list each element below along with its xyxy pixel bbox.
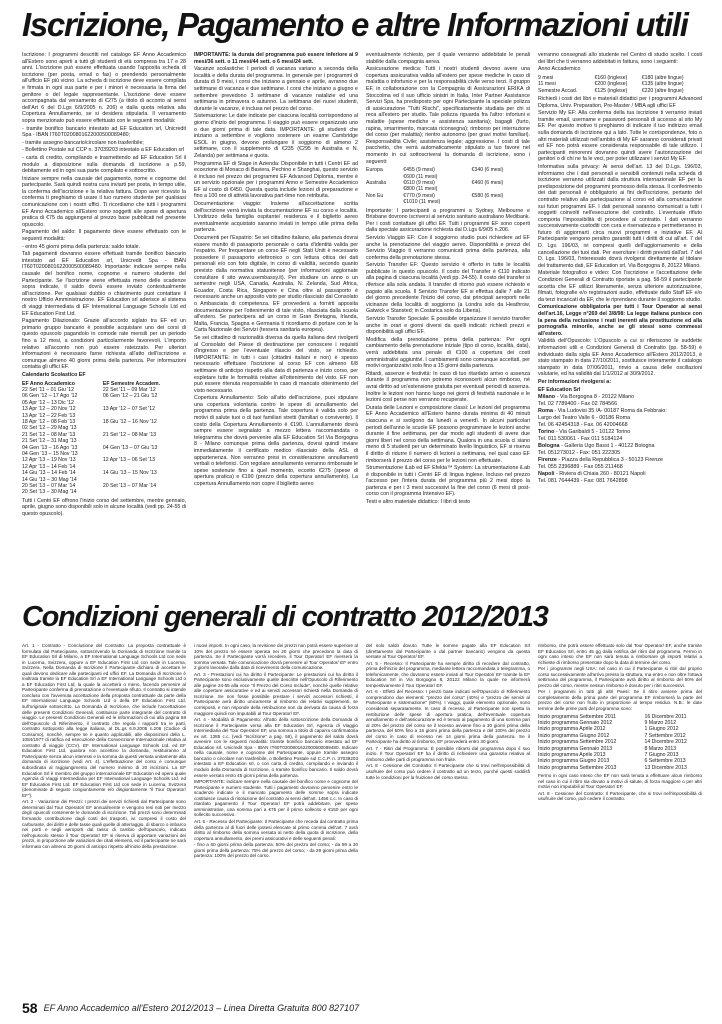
- paragraph: Art. 4 - Modalità di Pagamento: All'atto della sottoscrizione della Domanda di Iscrizione il Partecipante versa alla EF Education Srl, Agenzia di Viaggio Intermediaria del Tour Operator/ EF, una somma a titolo di caparra confirmatoria ex art. 1385 c.c. (vedi "Iscrizione" a pag. 58), il pagamento del saldo dovrà avvenire con le seguenti modalità: tramite bonifico bancario intestato ad EF Education srl, Unicredit Spa - IBAN IT60T0200801622000500089480. Indicare nella causale, nome e cognome del Partecipante, oppure tramite assegno bancario o circolare non trasferibile, o Bollettino Postale sul C.C.P. n. 37039203 intestato a EF Education srl, o con carta di credito, compilando e inviando il modulo della Domanda di Iscrizione, o tramite bonifico bancario. Il saldo dovrà essere versato entro 45 giorni prima della partenza.: [194, 717, 358, 778]
- table-cell: 13 Dicembre 2013: [644, 764, 687, 771]
- contract-column-2: [194, 643, 358, 979]
- paragraph: - carta di credito, compilando e trasmettendo ad EF Education Srl il modulo a disposizione sulla domanda di iscrizione a p.59, debitamente ed in ogni sua parte compilato e sottoscritto.: [22, 154, 186, 175]
- paragraph: Art. 1 - Contratto - Conclusione del Contratto: La proposta contrattuale è formulata dal Partecipante, sottoscrivendo la Domanda di Iscrizione tramite la EF Education Srl di Milano, a EF International Language Schools Ltd con sede in Lucerna, Svizzera, oppure a EF Education First Ltd con sede in Lucerna, Svizzera. Nella Domanda di Iscrizione il Partecipante dichiara di accettare le quali devono dedicare alle partecipanti ed uffici EF. La Domanda di Iscrizione è inoltrata tramite la EF Education Srl a EF International Language Schools Ltd o a EF Education First Ltd, la quale la accetterà o meno, facendo pervenire al Partecipante conferma di prenotazione o l'eventuale rifiuto. Il contratto si intende concluso con l'avvenuta accettazione della proposta contrattuale da parte della EF International Language Schools Ltd o della EF Education First Ltd, sull'originale sottoscritto. La Domanda di Iscrizione, che include l'accettazione delle presenti Condizioni Generali, costituisce parte integrante del contratto di viaggio. Le presenti Condizioni Generali ed le informazioni di cui alla pagina 58 dell'Opuscolo di Riferimento, il contratto che regola i rapporti tra le parti, contratto sottoposto alla legge italiana, al DL.gs 6.9.2005 n.206 (Codice di Consumo), nonché, sempre se e quanto applicabili, alle disposizioni della L. 1084/1977 di ratifica ed esecuzione della Convenzione Internazionale relativa al contratto di viaggio (CCV). EF International Language Schools Ltd. ed EF Education First Ltd, qualora non accettino la domanda, restituiranno al Partecipante senza alcun interessi e la somma da questi versata unitamente alla domanda di iscrizione (vedi Art. 4). L'effettuazione del corso è comunque subordinata al raggiungimento del numero minimo di 20 iscrizioni. La EF Education Srl è membro del gruppo internazionale EF Education ed opera quale Agenzia di Viaggi Intermediaria per EF International Language Schools Ltd. ed EF Education First Ltd. EF Education First Ltd con sede in Lucerna, Svizzera (denominate di seguito congiuntamente e/o disgiuntamente "il Tour Operator/ EF").: [22, 643, 186, 798]
- table-cell: 21 Set '12 – 08 Mar '13: [22, 431, 76, 438]
- paragraph: - Bollettino Postale sul CCP n. 37039203 intestato a EF Education srl: [22, 147, 185, 154]
- table-cell: 06 Gen '12 – 21 Giu '12: [102, 393, 158, 400]
- table-cell: 14 Giu '13 – 30 Mag '14: [22, 476, 77, 483]
- paragraph: Pagamento del saldo: Il pagamento deve essere effettuato con le seguenti modalità:: [22, 229, 186, 243]
- table-cell: €460 (6 mesi): [471, 179, 504, 186]
- table-cell: 21 Set '12 – 31 Mag '13: [22, 438, 77, 445]
- office-city: Firenze: [538, 457, 557, 464]
- table-cell: 7 Settembre 2012: [644, 732, 686, 739]
- office-address: - Via Ludovisi 35 /A- 00187 Roma da Febbraio:: [554, 408, 667, 415]
- page-footer: [22, 1000, 702, 1016]
- info-column-2: [194, 52, 358, 597]
- office-city: Roma: [538, 408, 553, 415]
- office-line: [538, 478, 702, 485]
- office-line: [538, 394, 702, 401]
- info-column-1: [22, 52, 186, 597]
- paragraph: Iniziare sempre nella causale del pagamento, nome e cognome del partecipante. Sarà quindi nostra cura inviarti per posta, in tempo utile, la conferma dell'iscrizione e la relativa fattura. Dopo aver ricevuto la conferma ti preghiamo di usare il tuo numero studente per qualsiasi comunicazione con i nostri uffici. Ti ricordiamo che tutti i programmi EF Anno Accademico all'Estero sono soggetti alle spese di apertura pratica di €75 da aggiungersi al prezzo base pubblicati nel presente opuscolo.: [22, 175, 186, 228]
- paragraph: Per i programmi negli USA: nel caso in cui il Partecipante si ritiri dal proprio corso successivamente all'arrivo presso la struttura, ma entro e non oltre l'ottava settimana del programma, il Partecipante avrà diritto al rimborso del 50% del prezzo del corso, mentre nessun rimborso è dovuto per i ritiri successivi.: [538, 666, 702, 688]
- table-cell: [103, 489, 186, 495]
- table-cell: 06 Gen '12 – 17 Ago '12: [22, 393, 78, 400]
- paragraph: Documenti per l'Espatrio: Se sei cittadino italiano, alla partenza dovrai essere munito di passaporto personale o carta d'identità valida per l'espatrio. Per frequentare un corso EF negli Stati Uniti è necessario possedere il passaporto elettronico o con lettura ottica dei dati personali e/o con foto digitale, in corso di validità, secondo quanto previsto dalla normativa statunitense (per informazioni aggiornate consultare il sito www.usembassy.it). Per studiare un anno o un semestre negli USA, Canada, Australia, N. Zelanda, Sud Africa, Ecuador, Costa Rica, Singapore e Cina oltre al passaporto è necessario anche un apposito visto per studio rilasciato dal Consolato o Ambasciata di competenza. EF provvederà a fornirti apposita documentazione per l'ottenimento di tale visto, rilasciata dalla scuola all'estero. Se partecipera ad un corso in Gran Bretagna, Irlanda, Malta, Francia, Spagna e Germania ti ricordiamo di portare con te la Carta Nazionale dei Servizi (tessera sanitaria europea).: [194, 235, 358, 334]
- paragraph: verranno consegnati allo studente nel Centro di studio scelto. I costi dei libri che ti verranno addebitati in fattura, sono i seguenti:: [538, 52, 702, 65]
- office-line: [538, 457, 702, 464]
- paragraph: - tramite assegno bancario/circolare non trasferibile;: [22, 139, 144, 146]
- table-cell: 14 Dicembre 2012: [644, 739, 687, 746]
- paragraph: Art. 2 - Variazione dei Prezzi: I prezzi dei servizi richiesti dal Partecipante sono determinati dal Tour Operator/ EF annualmente e vengono resi noti per mezzo degli opuscoli contenente le domande di iscrizione. Tali prezzi sono determinati formando contribuzione dagli costi dei trasporti, ivi compresi il costo del carburante, dei diritti e delle tasse quali quelle di atterraggio, di sbarco o imbarco nei porti e negli aeroporti dal tasso di cambio dell'opuscolo, indicata nell'opuscolo stesso il Tour Operator/ EF si riserva di apportare variazioni dei prezzi, in proporzione alle variazioni dei citati elementi, ed il partecipante ne sarà informato con almeno 20 giorni di anticipo rispetto all'inizio della prestazione.: [22, 799, 186, 849]
- office-line: [538, 450, 702, 457]
- table-cell: €580 (6 mesi): [471, 192, 504, 199]
- insurance-row: [366, 199, 530, 205]
- table-cell: 12 Apr '13 – 14 Feb '14: [22, 463, 76, 470]
- table-cell: Inizio programma Gennaio 2013: [538, 745, 613, 752]
- table-cell: 9 Marzo 2012: [644, 719, 677, 726]
- office-line: [538, 415, 702, 422]
- paragraph: Servizio My EF: Alla conferma della tua iscrizione ti verranno inviati tramite email, username e password personali di accesso al sito My EF. Per questo motivo ti preghiamo di indicare il tuo indirizzo email sulla domanda di iscrizione qui a lato. Tutte le corrispondenze, foto o altri materiali utilizzati nell'ambito di My EF saranno considerati privati ed EF non potrà essere considerata responsabile di tale utilizzo. I partecipanti minorenni dovranno quindi avere l'autorizzazione dei genitori o di chi ne fa le veci, per poter utilizzare i servizi My EF.: [538, 110, 702, 163]
- table-cell: €180 (altre lingue): [641, 74, 684, 81]
- paragraph: Servizio Transfer EF: Questo servizio è offerto in tutte le località pubblicate in questo opuscolo. Il costo del Transfer è €110 indicato alla pagina di ciascuna località (vedi pp. 24-55). Il costo del transfer si riferisce alla sola andata. Il transfer di ritorno può essere richiesto e pagato alla scuola. Il Servizio Transfer EF si effettua dalle 7 alle 21 del giorno precedente l'inizio del corso, dai principali aeroporti nelle vicinanze della località di soggiorno (a Londra solo da Heathrow, Gatwick e Stansted; in Costarica solo da Liberia).: [366, 262, 530, 315]
- paragraph: eventualmente richiesto, per il quale verranno addebitate le penali stabilite dalla compagnia aerea.: [366, 52, 530, 65]
- table-cell: Inizio programma Aprile 2012: [538, 726, 606, 733]
- dates-row: [538, 765, 702, 771]
- table-cell: 20 Set '13 – 07 Mar '14: [102, 483, 157, 489]
- contract-columns: [22, 643, 702, 979]
- office-city: Napoli: [538, 471, 555, 478]
- page-number: 58: [22, 1000, 38, 1016]
- table-cell: €600 (11 mesi): [403, 173, 438, 180]
- paragraph: Testi e altro materiale didattico: I libri di testo: [366, 499, 471, 506]
- table-cell: 22 Set '11 – 01 Giu '12: [22, 386, 75, 393]
- table-cell: 18 Giu '12 – 16 Nov '12: [102, 418, 157, 425]
- table-cell: 12 Apr '13 – 06 Set '13: [102, 457, 156, 464]
- table-cell: Australia: [366, 179, 387, 186]
- paragraph: - tramite bonifico bancario intestato ad EF Education srl, Unicredit Spa - IBAN IT60T0200801622000500089480;: [22, 125, 186, 139]
- paragraph: Informativa sulla privacy: Ai sensi dell'art. 13 del D.Lgs. 196/03, informiamo che i dati personali e sensibili contenuti nella scheda di iscrizione verranno utilizzati dalla struttura internazionale EF per la predisposizione del programmi promosso della stessa. Il conferimento dei dati personali è obbligatorio ai fini dell'iscrizione, pertanto del contratto relativo alla partecipazione al corso ed alla comunicazione sui futuri programmi EF. I dati personali saranno comunicati a tutti i soggetti coinvolti nell'esecuzione del contratto. L'eventuale rifiuto comporta l'impossibilità di procedere al contratto. I dati verranno successivamente custoditi con cura e riservatezza e permetteranno in futuro di aggiornarti circa nuovi programmi e iniziative EF. Al Partecipante vengono peraltro garantiti tutti i diritti di cui all'art. 7 del D. Lgs. 196/03, ivi compresi quelli dell'aggiornamento e della cancellazione dei tuoi dati. Per esercitare i diritti previsti dall'art. 7 del D. Lgs. 196/03, l'interessato dovrà rivolgersi direttamente al titolare del trattamento dati, EF Education srl, Via Borgogna 8, 20122 Milano.: [538, 163, 702, 269]
- contact-heading: Per informazioni rivolgersi a:: [538, 378, 611, 385]
- office-line: [538, 443, 702, 450]
- table-cell: 16 Dicembre 2011: [644, 713, 687, 720]
- table-cell: [472, 199, 530, 205]
- office-address: - Piazza della Repubblica 3 - 50123 Firenze: [558, 457, 663, 464]
- paragraph: Anno Accademico: [538, 66, 581, 73]
- paragraph: Art. 5 - Recesso del Partecipante: Il Partecipante che receda dal contratto prima della partenza al di fuori delle ipotesi elencate al primo comma dell'art. 7 avrà diritto al rimborso della somma versata al netto della quota di iscrizione, della copertura annullamento, dei premi assicurativi e delle seguenti penali:: [194, 818, 358, 841]
- calendar-header-right: EF Semestre Accadem.: [102, 380, 161, 387]
- office-address: - Via Garibaldi 5 - 10122 Torino: [555, 429, 631, 436]
- books-table: [538, 75, 702, 94]
- paragraph: del solo saldo dovuto. Tutte le somme pagate alla EF Education Srl (direttamente dal Partecipante o dal partner bancario) vengono da questa versate al Tour Operator/ EF.: [366, 643, 530, 660]
- office-list: [538, 394, 702, 485]
- paragraph: - fino a 60 giorni prima della partenza: 50% del prezzo del corso; - da 59 a 30 giorni prima della partenza: 75% del prezzo del corso; - da 29 giorni prima della partenza: 100% del prezzo del corso.: [194, 842, 358, 859]
- contract-column-1: [22, 643, 186, 979]
- books-row: [538, 88, 702, 94]
- table-cell: 9 mesi: [538, 74, 554, 81]
- table-cell: €1010 (11 mesi): [403, 199, 441, 206]
- dates-table: [538, 714, 702, 772]
- paragraph: Materiale fotografico e video: Con l'iscrizione e l'accettazione delle Condizioni Generali di Contratto riportate a pag. 58-59 il partecipante accetta che EF utilizzi liberamente, senza ulteriore autorizzazione, filmati, fotografie e/o registrazioni audio, effettuate dallo Staff EF e/o da terzi incaricati da EF, che le riprendano durante il soggiorno studio.: [538, 270, 702, 303]
- paragraph: Sistemazione: Le date indicate per ciascuna località corrispondono al giorno d'inizio del programma. Il viaggio può essere organizzato uno o due giorni prima di tale data. IMPORTANTE: gli studenti che iniziano a settembre e vogliono sostenere un esame Cambridge ESOL in giugno, devono prolungare il soggiorno di almeno 2 settimane, con il supplemento di €235 (€295 in Australia e N. Zelanda) per settimana e quota.: [194, 113, 358, 159]
- office-address: - Riviera di Chiaia 260 - 80121 Napoli: [555, 471, 646, 478]
- calendar-table: [22, 381, 186, 496]
- table-cell: €200 (inglese): [594, 81, 628, 88]
- table-cell: €160 (inglese): [594, 74, 628, 81]
- calendar-row: [22, 489, 186, 495]
- table-cell: Inizio programma Giugno 2013: [538, 758, 610, 765]
- office-address: - Galleria Ugo Bassi 1 - 40122 Bologna: [561, 443, 655, 450]
- table-cell: 05 Apr '12 – 13 Dic '12: [22, 399, 74, 406]
- office-line: [538, 429, 702, 436]
- paragraph: Comunicazione obbligatoria per tutti i Tour Operator ai sensi dell'art.16, Legge n°269 del 3/8/98: La legge italiana punisce con la pena della reclusione i reati inerenti alla prostituzione ed alla pornografia minorile, anche se gli stessi sono commessi all'estero.: [538, 304, 702, 337]
- paragraph: IMPORTANTE: indicare sempre nella causale del bonifico nome e cognome del Partecipante e numero studente. Tutti i pagamenti dovranno pervenire entro le scadenze indicate e il mancato pagamento delle somme sopra indicate costituisce causa di risoluzione del contratto ai sensi dell'art. 1456 c.c. In caso di ritardato pagamento il Tour Operator/ EF potrà addebitare, per spese amministrative, una somma pari a €75 per il primo sollecito e €150 per ogni sollecito successivo.: [194, 779, 358, 818]
- table-cell: €770 (9 mesi): [403, 192, 435, 199]
- table-cell: Inizio programma Settembre 2013: [538, 764, 617, 771]
- paragraph: Validità dell'Opuscolo: L'Opuscolo a cui si riferiscono le suddette informazioni utili e Condizioni Generali di Contratto (pp. 58-59) è individuato dalla sigla EF Anno Accademico all'Estero 2012/2013, è stato stampato in data 27/10/2011, sostituisce interamente il catalogo stampato in data 07/06/2011, rinvio a causa delle oscillazioni valutarie, ed ha validità dal 1/1/2012 al 30/9/2012.: [538, 338, 702, 378]
- table-cell: 02 Set '12 – 29 Mag '13: [22, 425, 77, 432]
- office-line: [538, 408, 702, 415]
- table-cell: [366, 199, 403, 205]
- paragraph: Pagamento Dilazionato: Grazie all'accordo siglato tra EF ed un primario gruppo bancario è possibile acquistare uno dei corsi di questo opuscolo pagandolo in comode rate mensili per un periodo fino a 12 mesi, a condizioni particolarmente favorevoli. L'importo relativo all'acconto non può essere rateizzato. Per ulteriori informazioni è necessario farne richiesta all'atto dell'iscrizione e comunque almeno 40 giorni prima della partenza. Per informazioni contatta gli uffici EF.: [22, 318, 186, 371]
- paragraph: Per i programmi in tutti gli altri Paesi: Se il ritiro avviene prima del completamento della prima parte del programma EF rimborserà la parte del prezzo del corso non fruito in proporzione al tempo residuo. N.B.: le date termine delle prime parti del programma sono:: [538, 689, 702, 712]
- paragraph: Tutti i Centri EF offrono l'inizio corso del settembre, mentre gennaio, aprile, giugno sono disponibili solo in alcune località (vedi pp. 24-55 di questo opuscolo).: [22, 497, 186, 517]
- paragraph: Art. 8 - Cessione del Contratto: Il Partecipante, che si trovi nell'impossibilità di usufruire del corso, può cedere il contratto.: [538, 790, 702, 802]
- table-cell: Semestre Accad.: [538, 87, 578, 94]
- paragraph: Strumentazione iLab ed EF Efekta™ System: La strumentazione iLab è disponibile in tutti i Centri EF di lingua inglese. Incluso nel prezzo l'accesso per l'intera durata del programma più 2 mesi dopo la partenza e per i 3 mesi successivi la fine del corso (6 mesi di post-corso con il programma Intensivo EF).: [366, 465, 530, 498]
- paragraph: Servizio Transfer Speciale: È possibile organizzare il servizio transfer anche in orari e giorni diversi da quelli indicati: richiedi prezzi e disponibilità agli uffici EF.: [366, 316, 530, 336]
- table-cell: 13 Apr '12 – 07 Set '12: [102, 406, 156, 413]
- contract-column-4: [538, 643, 702, 979]
- table-cell: €800 (11 mesi): [403, 186, 438, 193]
- office-address: Tel. 011 530061 - Fax 011 5184124: [538, 436, 623, 443]
- office-address: Largo del Teatro Valle 6 - 00186 Roma: [538, 415, 631, 422]
- table-cell: 13 Apr '12 – 22 Feb '13: [22, 412, 76, 419]
- paragraph: Tali pagamenti dovranno essere effettuati tramite bonifico bancario intestato ad EF Education srl, Unicredit Spa - IBAN IT60T0200801622000500089480. Importante: indicare sempre nella causale del bonifico nome, cognome e numero studente del Partecipante. Se l'iscrizione viene effettuata meno delle scadenze sopra indicate, il saldo dovrà essere inviato contestualmente all'iscrizione. Per qualsiasi dubbio o chiarimento puoi contattare il nostro Ufficio Amministrazione. EF Education srl aderisce al sistema di viaggi intermediata di EF International Language Schools Ltd ed EF Education First Ltd.: [22, 251, 186, 317]
- page-title: Iscrizione, Pagamento e altre Informazioni utili: [22, 8, 688, 43]
- table-cell: €455 (9 mesi): [403, 167, 435, 174]
- paragraph: Vacanze scolastiche: I periodi di vacanza variano a seconda della località e della durata del programma. In generale per i programmi di durata di 9 mesi, i corsi che iniziano a gennaio e aprile, avranno due settimane di vacanza e due settimane. I corsi che iniziano a giugno e settembre prevedono 3 settimane di vacanze natalizie ed una settimana in primavera o autunno. La settimana dei nuovi studenti, durante le vacanze, è inclusa nel prezzo del corso.: [194, 66, 358, 112]
- paragraph: Iscrizione: I programmi descritti nel catalogo EF Anno Accademico all'Estero sono aperti a tutti gli studenti di età compresa tra 17 e 28 anni. L'iscrizione può essere effettuata usando l'apposita scheda di iscrizione (per posta, email o fax) o prendendo personalmente all'ufficio EF più vicino. La scheda di iscrizione deve essere compilata e firmata in ogni sua parte e per i minori è necessaria la firma del genitore o del legale rappresentante. L'iscrizione deve essere accompagnata dal versamento di €275 (a titolo di acconto ai sensi dell'Art 6 del D.Lgs 6/9/2005 n. 206) e dalla quota relativa alla Copertura Annullamento, se si desidera stipularla. Il versamento sopra menzionato può essere effettuato con le seguenti modalità:: [22, 52, 186, 124]
- paragraph: Art. 3 - Prestazioni cui ha diritto il Partecipante: Le prestazioni cui ha diritto il Partecipante sono esclusivamente quelle descritte nell'Opuscolo di Riferimento alle pagine 24-55 alla voce "Il Prezzo del Corso Include", nonché quelle relative alle coperture assicurative e ed ai servizi accessori richiesti nella Domanda di Iscrizione. Se non fosse possibile prestare i servizi accessori richiesti, il Partecipante avrà diritto unicamente al rimborso dei relativi supplementi, se corrisposti, e non risponde della retribuzione non da derivata da causa di forza maggiore quindi non imputabili al Tour Operator/ EF.: [194, 671, 358, 716]
- table-cell: 04 Gen '13 – 15 Nov '13: [22, 450, 78, 457]
- table-cell: 20 Set '13 – 30 Mag '14: [22, 489, 77, 496]
- paragraph: Servizio Viaggio EF: Con il soggiorno studio puoi richiedere ad EF anche la prenotazione del viaggio aereo. Disponibilità e prezzi del Servizio Viaggio ti verranno comunicati prima della partenza, alla conferma della prenotazione stessa.: [366, 234, 530, 261]
- paragraph: Art. 6 - Effetti del Recesso: I prezzi base indicati nell'Opuscolo di Riferimento comprendono due elementi: "prezzo del corso" (40%) e "prezzo dei servizi al Partecipante e sistemazione" (60%). I viaggi, quale elemento opzionale, sono considerati separatamente. In caso di recesso, al Partecipante non spetta la restituzione delle spese di apertura pratica, dell'eventuale copertura annullamento e dell'assicurazione ed è tenuto al pagamento di una somma pari al 20% del prezzo del corso se il recesso avviene fino a 30 giorni prima della partenza, del 50% fino a 15 giorni prima della partenza e del 100% del prezzo del corso in caso di recesso nei 14 giorni prima della partenza. Se il Partecipante ha diritto al rimborso, EF provvederà entro 30 giorni.: [366, 689, 530, 745]
- office-line: [538, 422, 702, 429]
- table-cell: 8 Marzo 2013: [644, 745, 677, 752]
- paragraph: Art. 7 - Ritiri dal Programma: È possibile ritirarsi dal programma dopo il suo inizio. Il Tour Operator/ EF ha il diritto di richiedere una garanzia relativa al rimborso delle parti di programma non fruite.: [366, 745, 530, 762]
- paragraph: Assicurazione medica: Tutti i nostri studenti devono avere una copertura assicurativa valida all'estero per spese mediche in caso di malattia o infortunio e per la responsabilità civile verso terzi. Il gruppo EF, in collaborazione con la Compagnia di Assicurazioni ERIKA di Stoccolma ed il suo ufficio sinistri in Italia, Inter Partner Assistance Servizi Spa, ha predisposto per ogni Partecipante la speciale polizza di assicurazione "Tutti Rischi", specificatamente studiata per chi si reca all'estero per studio. Tale polizza riguarda fra l'altro: infortuni e malattie (spese mediche e assistenza sanitaria); bagagli (furto, rapina, smarrimento, mancata riconsegna); rimborso per interruzione del corso (per malattia); rientro autonomo (per gravi motivi familiari). Responsabilità Civile; assistenza legale; aggressione. I costi di tale pacchetto, che verrà automaticamente stipulato a tuo favore nel momento in cui sottoscriverai la domanda di iscrizione, sono i seguenti:: [366, 66, 530, 165]
- table-cell: 04 Gen '13 – 16 Ago '13: [22, 444, 78, 451]
- table-cell: 1 Giugno 2012: [644, 726, 679, 733]
- office-address: Tel. 06 42454318 - Fax. 06 42004668: [538, 422, 628, 429]
- table-cell: 20 Set '13 – 07 Mar '14: [22, 483, 76, 489]
- office-city: Torino: [538, 429, 555, 436]
- table-cell: €610 (9 mesi): [403, 179, 435, 186]
- office-address: - Via Borgogna 8 - 20122 Milano: [556, 394, 635, 401]
- paragraph: Art. 5 - Recesso: Il Partecipante ha sempre diritto di recedere dal contratto, prima dell'inizio del programma, mediante lettera raccomandata o telegramma, o telefonicamente, che dovranno essere inviati al Tour Operator/ EF tramite la EF Education Srl in Via Borgogna 8, 20122 Milano la quale ne informerà tempestivamente il Tour Operator/ EF.: [366, 660, 530, 688]
- paragraph: Durata delle Lezioni e composizione classi: Le lezioni del programma EF Anno Accademico all'Estero hanno durata minima di 40 minuti ciascuna e si svolgono da lunedì a venerdì. In alcuni particolari periodi dell'anno le scuole EF possono programmare le lezioni anche durante il fine settimana, per dar modo agli studenti di avere due giorni liberi nel corso della settimana. Qualora in una scuola ci siano meno di 5 studenti per un determinato livello linguistico, EF si riserva il diritto di ridurre il numero di lezioni a settimana, nel qual caso EF rimborserà il prezzo del corso per le lezioni non effettuate.: [366, 404, 530, 464]
- table-cell: 13 Apr '12 – 20 Nov '12: [22, 406, 76, 413]
- insurance-table: [366, 167, 530, 205]
- table-cell: Europa: [366, 167, 383, 174]
- paragraph: Se sei cittadino di nazionalità diversa da quella italiana devi rivolgerti al Consolato del Paese di destinazione per conoscere i requisiti d'ingresso e per l'eventuale rilascio del visto, se richiesto. IMPORTANTE: in tutti i casi (cittadini italiani e non) è spesso necessario effettuare l'iscrizione al corso EF con almeno 6/8 settimane di anticipo rispetto alla data di partenza e inizio corso, per espletare tutte le formalità relative all'ottenimento del visto. EF non può essere ritenuta responsabile in caso di mancato ottenimento del visto necessario.: [194, 334, 358, 394]
- footer-text: EF Anno Accademico all'Estero 2012/2013 – Linea Diretta Gratuita 800 827107: [43, 1003, 360, 1013]
- paragraph: Importante: I partecipanti a programmi a Sydney, Melbourne e Brisbane dovrono iscriversi al servizio sanitario australiano Medibank. Per i costi contattare gli uffici EF. Tutti i programmi EF sono coperti dalla speciale assicurazione richiesta dal D.Lgs 6/9/05 n.206.: [366, 207, 530, 234]
- table-cell: €135 (altre lingue): [641, 81, 684, 88]
- info-columns: [22, 52, 702, 597]
- paragraph: Art. 8 - Cessione del Contratto: Il Partecipante che si trovi nell'impossibilità di usufruire del corso può cedere il contratto ad un terzo, purché questi soddisfi tutte le condizioni per la fruizione del corso stesso.: [366, 763, 530, 780]
- office-city: Milano: [538, 394, 556, 401]
- office-line: [538, 471, 702, 478]
- office-line: [538, 436, 702, 443]
- table-cell: 11 mesi: [538, 81, 556, 88]
- office-city: Bologna: [538, 443, 560, 450]
- table-cell: 12 Apr '13 – 19 Nov '13: [22, 457, 76, 464]
- paragraph: rimborso, che potrà essere effettuato solo dal Tour Operator/ EF, anche tramite EF Education Srl, entro 45 gg dalla notifica del ritiro dal programma. Fermo in ogni caso inteso che EF non sarà tenuta a rimborsare gli importi relativi a richieste di rimborso presentate dopo la data di termine del corso.: [538, 643, 702, 665]
- paragraph: Fermo in ogni caso inteso che EF non sarà tenuta a effettuare alcun rimborso nel caso in cui il ritiro sia dovuto a motivi di salute, di forza maggiore o per altri motivi non imputabili al Tour Operator/ EF.: [538, 773, 702, 790]
- paragraph: Richiedi i costi dei libri e materiali didattici per i programmi Advanced Diploma, Univ. Preparation, Pre-Master / MBA agli uffici EF: [538, 96, 702, 109]
- table-cell: Inizio programma Settembre 2012: [538, 739, 617, 746]
- table-cell: 21 Set '12 – 08 Mar '13: [102, 431, 157, 438]
- paragraph: - entro 45 giorni prima della partenza: saldo totale.: [22, 243, 141, 250]
- paragraph: Ritardi, assenze e festività: In caso di tuo ritardato arrivo o assenza durante il programma non potremo riconoscerti alcun rimborso, né avrai diritto ad un'estensione gratuita per eventuali periodi di assenza. Inoltre le lezioni non hanno luogo nei giorni di festività nazionale e le lezioni così perse non verranno recuperate.: [366, 370, 530, 404]
- contract-column-3: [366, 643, 530, 979]
- table-cell: 04 Gen '13 – 07 Giu '13: [102, 444, 158, 451]
- table-cell: 22 Set '11 – 09 Mar '12: [102, 386, 156, 393]
- table-cell: Inizio programma Aprile 2013: [538, 752, 606, 758]
- table-cell: Inizio programma Settembre 2011: [538, 713, 617, 720]
- table-cell: Non Eu: [366, 192, 384, 199]
- office-address: Tel. 051273012 - Fax: 051 222305: [538, 450, 621, 457]
- table-cell: €125 (inglese): [594, 87, 628, 94]
- table-cell: 14 Giu '13 – 14 Feb '14: [22, 470, 76, 477]
- table-cell: Inizio programma Giugno 2012: [538, 732, 610, 739]
- paragraph: Programma EF di Stage in Azienda: Disponibile in tutti i Centri EF ad eccezione di Monaco di Baviera, Pechino e Shanghai, questo servizio è incluso nel prezzo dei programmi EF Advanced Diploma, mentre è un servizio opzionale per i programmi Anno e Semestre Accademico EF al costo di €450. Questa quota include lezioni di preparazione e fino a 100 ore di attività lavorativa part-time non retribuita.: [194, 160, 358, 200]
- paragraph: Documentazione viaggio: Insieme all'accettazione scritta dell'iscrizione verrà inviata la documentazione EF su corso e località. L'indirizzo della famiglia ospitante/ residenza e il biglietto aereo eventualmente acquistato saranno inviati in tempo utile prima della partenza.: [194, 201, 358, 234]
- paragraph: Copertura Annullamento: Solo all'atto dell'iscrizione, puoi stipulare una copertura volontaria contro le spese di annullamento del programma prima della partenza. Tale copertura è valida solo per motivi di salute tuoi o di tuoi familiari stretti (familiari o convivente). Il costo della Copertura Annullamento è €190. L'annullamento dovrà sempre essere segnalato a mezzo lettera raccomandata o telegramma che dovrà pervenire alla EF Education Srl Via Borgogna 8 - Milano comunque prima della partenza, dovrai quindi inviare immediatamente il certificato medico rilasciato della ASL di appartenenza. Non verranno presi in considerazione annullamenti verbali o telefonici. Con regolare annullamento verranno rimborsate le spese sostenute fino a quel momento, eccetto €275 (spese di apertura pratica) e €190 (prezzo della copertura annullamento). La copertura Annullamento non copre il biglietto aereo: [194, 395, 358, 487]
- table-cell: €340 (6 mesi): [471, 167, 504, 174]
- table-cell: 14 Giu '13 – 15 Nov '13: [102, 470, 157, 477]
- table-cell: 7 Giugno 2013: [644, 752, 679, 758]
- paragraph: i nuovi importi. In ogni caso, la revisione dei prezzi non potrà essere superiore al 10% del prezzo né essere operata nei 20 giorni che precedono la data di partenza. Se il Partecipante vorrà recedere, il Tour Operator/ EF riverserà la somma versata. Tale comunicazione dovrà pervenire al Tour Operator/ EF entro 2 giorni lavorativi dalla data di ricevimento della comunicazione.: [194, 643, 358, 671]
- info-column-3: [366, 52, 530, 597]
- office-line: [538, 401, 702, 408]
- calendar-header-left: EF Anno Accademico: [22, 380, 75, 387]
- info-column-4: [538, 52, 702, 597]
- table-cell: 6 Settembre 2013: [644, 758, 686, 765]
- table-cell: 18 Apr '12 – 08 Feb '13: [22, 418, 76, 425]
- section-title: Condizioni generali di contratto 2012/2013: [22, 601, 548, 633]
- paragraph: Modifica della prenotazione prima della partenza: Per ogni cambiamento della prenotazione iniziale (tipo di corso, località, data), verrà addebitata una penale di €100 a copertura dei costi amministrativi aggiuntivi. I cambiamenti sono comunque accettati, per motivi organizzativi solo fino a 15 giorni dalla partenza.: [366, 336, 530, 370]
- office-address: Tel. 055 2396889 - Fax 055 211468: [538, 464, 623, 471]
- office-line: [538, 464, 702, 471]
- office-address: Tel. 02 7789400 - Fax 02 784566: [538, 401, 618, 408]
- calendar-title: Calendario Scolastico EF: [22, 371, 86, 378]
- table-cell: Inizio programma Gennaio 2012: [538, 719, 613, 726]
- company-name: EF Education Srl: [538, 386, 581, 393]
- page: [22, 8, 702, 1018]
- table-cell: €220 (altre lingue): [641, 87, 684, 94]
- office-address: Tel. 081 7644439 - Fax: 081 7642898: [538, 478, 628, 485]
- paragraph: IMPORTANTE: la durata del programma può essere inferiore ai 9 mesi/36 sett. o 11 mesi/44 sett. o 6 mesi/24 sett.: [194, 52, 358, 65]
